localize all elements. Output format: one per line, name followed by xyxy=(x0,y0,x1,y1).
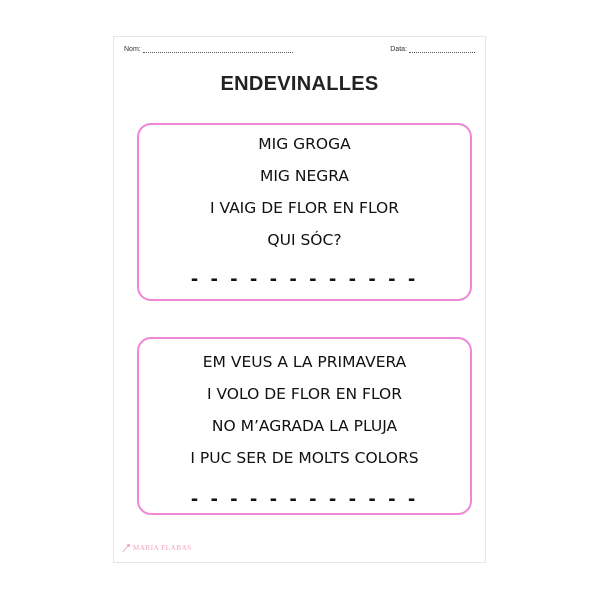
date-label: Data: xyxy=(390,46,407,53)
riddle-card-1 xyxy=(137,123,472,301)
riddle-2-line-2: I VOLO DE FLOR EN FLOR xyxy=(206,385,403,403)
header-fields xyxy=(124,46,475,58)
riddle-1-line-1: MIG GROGA xyxy=(258,135,351,153)
date-field xyxy=(390,46,475,53)
riddle-2-line-3: NO M’AGRADA LA PLUJA xyxy=(211,417,398,435)
watermark-text: MARIA FLABAS xyxy=(133,544,192,552)
riddle-1-line-4: QUI SÓC? xyxy=(267,231,342,249)
date-blank-line xyxy=(409,46,475,53)
riddle-2-answer-blank: - - - - - - - - - - - - xyxy=(190,489,419,510)
author-watermark xyxy=(122,543,192,553)
name-blank-line xyxy=(143,46,293,53)
riddle-1-line-3: I VAIG DE FLOR EN FLOR xyxy=(209,199,400,217)
flower-icon xyxy=(122,543,132,553)
name-field xyxy=(124,46,293,53)
worksheet-page xyxy=(113,36,486,563)
riddle-1-line-2: MIG NEGRA xyxy=(259,167,350,185)
riddle-card-2 xyxy=(137,337,472,515)
riddle-2-line-1: EM VEUS A LA PRIMAVERA xyxy=(202,353,407,371)
page-title: ENDEVINALLES xyxy=(220,73,379,95)
riddle-2-line-4: I PUC SER DE MOLTS COLORS xyxy=(190,449,419,467)
name-label: Nom: xyxy=(124,46,141,53)
riddle-1-answer-blank: - - - - - - - - - - - - xyxy=(190,269,419,290)
